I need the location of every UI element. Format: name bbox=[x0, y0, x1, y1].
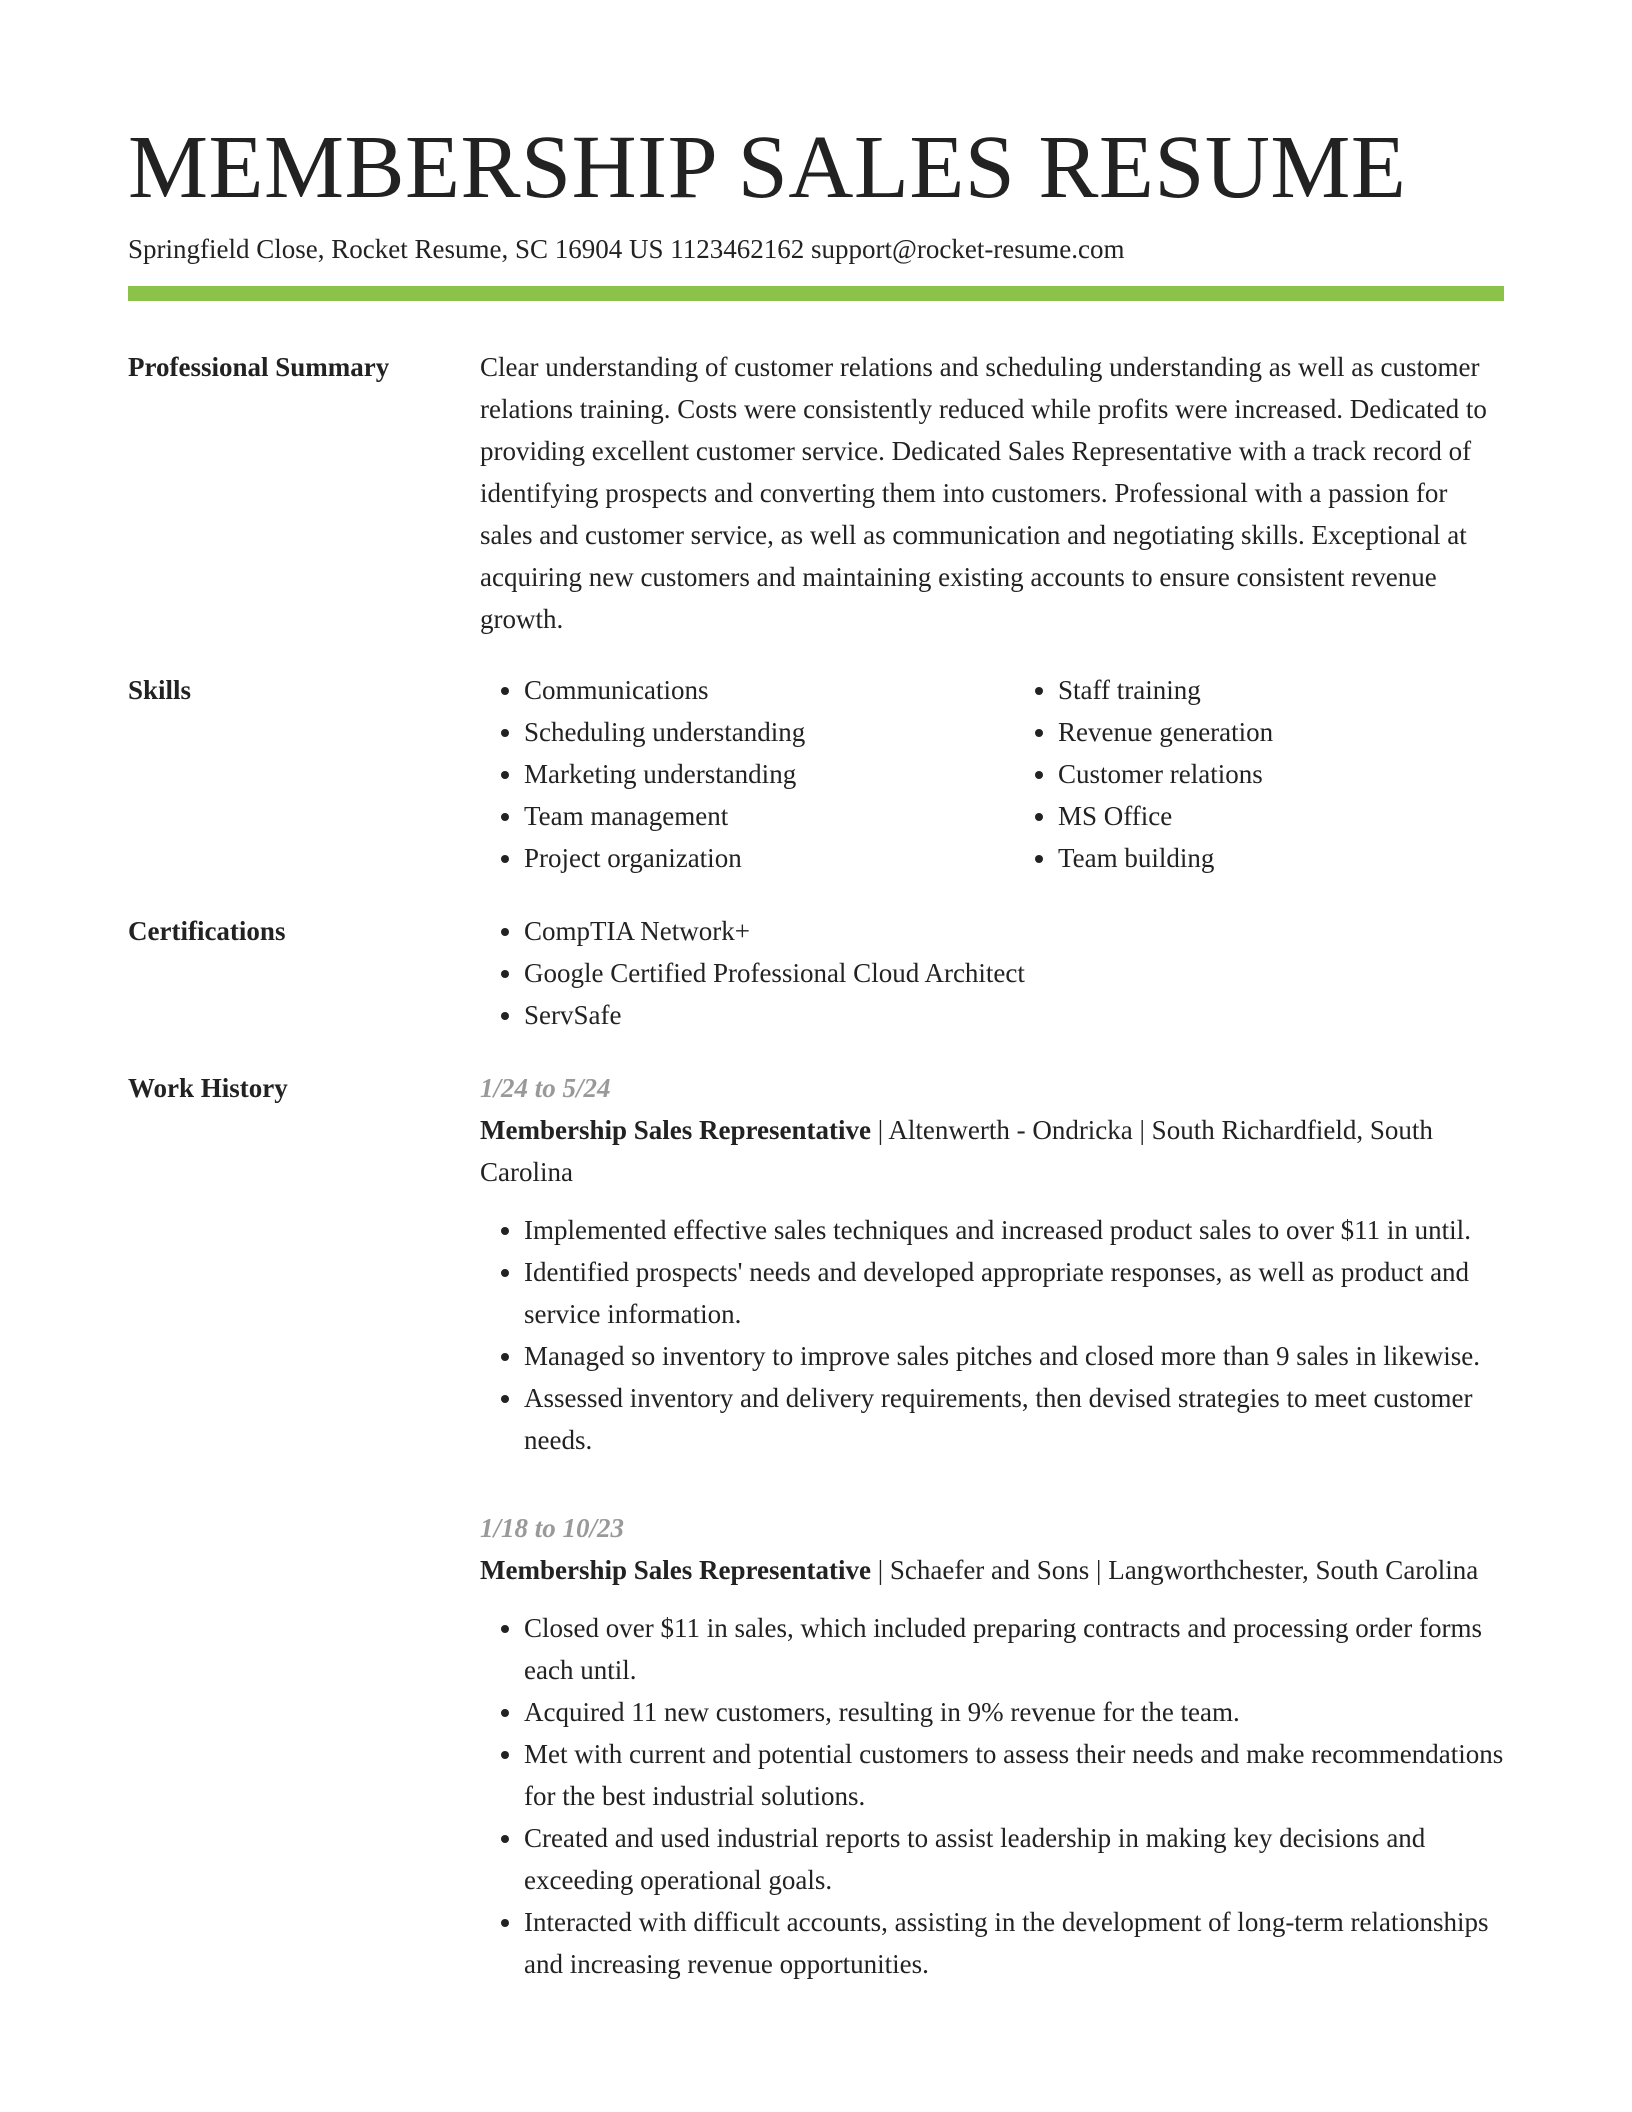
accent-divider bbox=[128, 286, 1504, 301]
skills-body bbox=[480, 669, 1504, 879]
work-history-body bbox=[480, 1067, 1504, 2031]
job-dates: 1/18 to 10/23 bbox=[480, 1513, 625, 1543]
skills-list-right bbox=[1014, 669, 1504, 879]
certification-item: • CompTIA Network+ bbox=[524, 910, 1504, 952]
certifications-list bbox=[480, 910, 1504, 1036]
job-bullets bbox=[480, 1209, 1504, 1461]
job-bullet: • Met with current and potential customers to assess their needs and make recommendations for the best industrial solutions. bbox=[524, 1733, 1504, 1817]
resume-title: MEMBERSHIP SALES RESUME bbox=[128, 118, 1407, 217]
skill-item: • Marketing understanding bbox=[524, 753, 970, 795]
job-bullet: • Created and used industrial reports to assist leadership in making key decisions and exceeding operational goals. bbox=[524, 1817, 1504, 1901]
skills-list-left bbox=[480, 669, 970, 879]
job-bullet: • Interacted with difficult accounts, assisting in the development of long-term relationships and increasing revenue opportunities. bbox=[524, 1901, 1504, 1985]
job-heading bbox=[480, 1549, 1504, 1591]
job-heading bbox=[480, 1109, 1504, 1193]
skill-item: • Revenue generation bbox=[1058, 711, 1504, 753]
skill-item: • MS Office bbox=[1058, 795, 1504, 837]
job-bullet: • Identified prospects' needs and developed appropriate responses, as well as product and service information. bbox=[524, 1251, 1504, 1335]
job-dates: 1/24 to 5/24 bbox=[480, 1073, 611, 1103]
job-title: Membership Sales Representative bbox=[480, 1555, 871, 1585]
skill-item: • Staff training bbox=[1058, 669, 1504, 711]
skill-item: • Team building bbox=[1058, 837, 1504, 879]
certification-item: • ServSafe bbox=[524, 994, 1504, 1036]
job-bullets bbox=[480, 1607, 1504, 1985]
skills-columns bbox=[480, 669, 1504, 879]
job-bullet: • Acquired 11 new customers, resulting in 9% revenue for the team. bbox=[524, 1691, 1504, 1733]
certifications-label: Certifications bbox=[128, 916, 286, 946]
skills-label: Skills bbox=[128, 675, 192, 705]
job-entry bbox=[480, 1067, 1504, 1461]
certifications-body bbox=[480, 910, 1504, 1036]
summary-label: Professional Summary bbox=[128, 352, 390, 382]
job-bullet: • Assessed inventory and delivery requirements, then devised strategies to meet customer needs. bbox=[524, 1377, 1504, 1461]
job-bullet: • Managed so inventory to improve sales pitches and closed more than 9 sales in likewise. bbox=[524, 1335, 1504, 1377]
skill-item: • Project organization bbox=[524, 837, 970, 879]
certification-item: • Google Certified Professional Cloud Architect bbox=[524, 952, 1504, 994]
summary-text: Clear understanding of customer relations and scheduling understanding as well as customer relations training. Costs were consistently reduced while profits were increased. Dedicated to providing excellent customer service. Dedicated Sales Representative with a track record of identifying prospects and converting them into customers. Professional with a passion for sales and customer service, as well as communication and negotiating skills. Exceptional at acquiring new customers and maintaining existing accounts to ensure consistent revenue growth. bbox=[480, 352, 1487, 634]
skill-item: • Team management bbox=[524, 795, 970, 837]
summary-body bbox=[480, 346, 1504, 640]
job-bullet: • Closed over $11 in sales, which included preparing contracts and processing order forms each until. bbox=[524, 1607, 1504, 1691]
work-history-label: Work History bbox=[128, 1073, 288, 1103]
job-entry bbox=[480, 1507, 1504, 1985]
skill-item: • Customer relations bbox=[1058, 753, 1504, 795]
job-details: | Altenwerth - Ondricka | South Richardfield, South Carolina bbox=[480, 1115, 1433, 1187]
job-bullet: • Implemented effective sales techniques and increased product sales to over $11 in until. bbox=[524, 1209, 1504, 1251]
skill-item: • Communications bbox=[524, 669, 970, 711]
skill-item: • Scheduling understanding bbox=[524, 711, 970, 753]
job-details: | Schaefer and Sons | Langworthchester, South Carolina bbox=[870, 1555, 1479, 1585]
contact-info: Springfield Close, Rocket Resume, SC 16904 US 1123462162 support@rocket-resume.com bbox=[128, 234, 1125, 264]
job-title: Membership Sales Representative bbox=[480, 1115, 871, 1145]
